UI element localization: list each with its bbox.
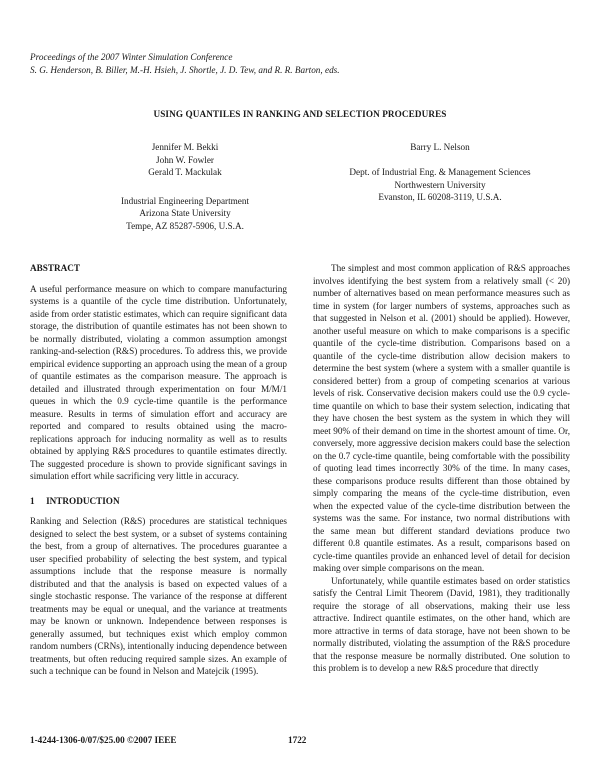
author-block-right (335, 141, 545, 204)
page-number: 1722 (288, 735, 307, 745)
abstract-text: A useful performance measure on which to compare manufacturing systems is a quantile of the cycle time distribution. Unfortunately, aside from order statistic estimates, which can require significant data storage, the distribution of quantile estimates has not been shown to be normally distributed, violating a common assumption amongst ranking-and-selection (R&S) procedures. To address this, we provide empirical evidence supporting an approach using the mean of a group of quantile estimates as the comparison measure. The approach is detailed and illustrated through experimentation on four M/M/1 queues in which the 0.9 cycle-time quantile is the performance measure. Results in terms of simulation effort and accuracy are reported and compared to results obtained using the macro-replications approach for inducing normality as well as to results obtained by applying R&S procedures to quantile estimates directly. The suggested procedure is shown to provide significant savings in simulation effort while sacrificing very little in accuracy. (30, 283, 287, 481)
right-column (313, 262, 570, 675)
body-paragraph: The simplest and most common application of R&S approaches involves identifying the best system from a relatively small (< 20) number of alternatives based on mean performance measures such as time in system (for larger numbers of systems, approaches such as that suggested in Nelson et al. (2001) should be applied). However, another useful measure on which to make comparisons is a specific quantile of the cycle-time distribution. Comparisons based on a quantile of the cycle-time distribution allow decision makers to determine the best system (where a system with a smaller quantile is considered better) from a group of competing scenarios at various levels of risk. Conservative decision makers could use the 0.9 cycle-time quantile on which to base their system selection, indicating that they have chosen the best system as the system in which they will meet 90% of their demand on time in the shortest amount of time. Or, conversely, more aggressive decision makers could base the selection on the 0.7 cycle-time quantile, being comfortable with the possibility of quoting lead times incorrectly 30% of the time. In many cases, these comparisons produce results different than those obtained by simply comparing the means of the cycle-time distribution, even when the expected value of the cycle-time distribution between the systems was the same. For instance, two normal distributions with the same mean but different standard deviations produce two different 0.8 quantile estimates. As a result, comparisons based on cycle-time quantiles provide an enhanced level of detail for decision making over simple comparisons on the mean. (313, 263, 570, 573)
author-name: Gerald T. Mackulak (148, 167, 222, 177)
affiliation-line: Arizona State University (139, 208, 231, 218)
affiliation-line: Evanston, IL 60208-3119, U.S.A. (378, 192, 502, 202)
body-paragraph: Unfortunately, while quantile estimates based on order statistics satisfy the Central Limit Theorem (David, 1981), they traditionally require the storage of all observations, making their use less attractive. Indirect quantile estimates, on the other hand, which are more attractive in terms of data storage, have not been shown to be normally distributed, violating the assumption of the R&S procedure that the response measure be normally distributed. One solution to this problem is to develop a new R&S procedure that directly (313, 575, 570, 673)
author-block-left (95, 141, 275, 232)
intro-text: Ranking and Selection (R&S) procedures are statistical techniques designed to select the best system, or a subset of systems containing the best, from a group of alternatives. The procedures guarantee a user specified probability of selecting the best system, and typical assumptions include that the response measure is normally distributed and that the analysis is based on expected values of a single stochastic response. The variance of the response at different treatments may be equal or unequal, and the variance at treatments may be known or unknown. Independence between responses is generally assumed, but techniques exist which employ common random numbers (CRNs), intentionally inducing dependence between treatments, but often reducing required sample sizes. An example of such a technique can be found in Nelson and Matejcik (1995). (30, 516, 287, 676)
affiliation-line: Industrial Engineering Department (120, 195, 250, 206)
proceedings-line: Proceedings of the 2007 Winter Simulation Conference (30, 52, 233, 62)
affiliation-line: Northwestern University (394, 179, 486, 190)
affiliation-line: Tempe, AZ 85287-5906, U.S.A. (126, 220, 244, 231)
intro-heading: 1 INTRODUCTION (30, 495, 120, 506)
author-name: Barry L. Nelson (410, 142, 470, 152)
editors-line: S. G. Henderson, B. Biller, M.-H. Hsieh, J. Shortle, J. D. Tew, and R. R. Barton, eds. (30, 64, 340, 75)
affiliation-line: Dept. of Industrial Eng. & Management Sciences (349, 167, 531, 177)
paper-title: USING QUANTILES IN RANKING AND SELECTION PROCEDURES (153, 109, 447, 119)
author-name: Jennifer M. Bekki (151, 142, 219, 152)
left-column (30, 262, 287, 678)
isbn-copyright: 1-4244-1306-0/07/$25.00 ©2007 IEEE (30, 735, 177, 745)
abstract-heading: ABSTRACT (30, 263, 81, 273)
proceedings-header (30, 51, 340, 76)
author-name: John W. Fowler (156, 154, 214, 165)
